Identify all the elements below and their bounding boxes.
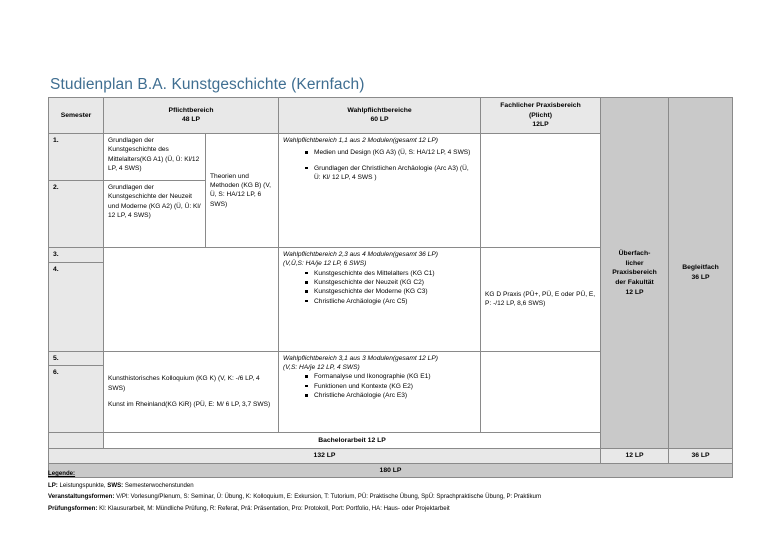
- list-item: Kunstgeschichte der Moderne (KG C3): [305, 287, 476, 296]
- pflichtbereich-sem-5-6: [104, 351, 279, 433]
- legend-label-sws: SWS:: [107, 481, 124, 489]
- module-kg-a1: Grundlagen der Kunstgeschichte des Mittelalters(KG A1) (Ü, Ü: Kl/12 LP, 4 SWS): [104, 133, 206, 180]
- ueberfachlich-line2: licher: [625, 259, 644, 267]
- legend-label-pruefungsformen: Prüfungsformen:: [48, 504, 98, 512]
- module-kg-k: Kunsthistorisches Kolloquium (KG K) (V, K: -/6 LP, 4 SWS): [108, 375, 260, 392]
- header-wahlpflichtbereiche-lp: 60 LP: [370, 116, 389, 124]
- ueberfachlich-line5: 12 LP: [625, 288, 644, 296]
- wahlpflichtbereich-3-cell: [279, 351, 481, 433]
- ueberfachlich-line1: Überfach-: [618, 250, 651, 257]
- begleitfach-line2: 36 LP: [691, 274, 710, 282]
- sum-begleitfach-cell: 36 LP: [669, 449, 733, 464]
- module-kg-kir: Kunst im Rheinland(KG KiR) (PÜ, E: M/ 6 LP, 3,7 SWS): [108, 401, 271, 409]
- sum-main-cell: 132 LP: [49, 449, 601, 464]
- header-wahlpflichtbereiche: [279, 98, 481, 134]
- wahlpflicht-3-heading: Wahlpflichtbereich 3,1 aus 3 Modulen(gesamt 12 LP): [283, 354, 438, 362]
- legend-line-veranstaltungsformen: [48, 491, 748, 503]
- header-semester: Semester: [49, 98, 104, 134]
- ueberfachlich-line3: Praxisbereich: [612, 269, 657, 277]
- semester-cell-1: 1.: [49, 133, 104, 180]
- header-pflichtbereich-lp: 48 LP: [181, 116, 201, 124]
- sum-ueberfachlich-cell: 12 LP: [601, 449, 669, 464]
- module-kg-a2: Grundlagen der Kunstgeschichte der Neuzeit und Moderne (KG A2) (Ü, Ü: Kl/ 12 LP, 4 SWS): [104, 180, 206, 247]
- wahlpflicht-2-module-list: [283, 269, 476, 306]
- list-item: Medien und Design (KG A3) (Ü, S: HA/12 LP, 4 SWS): [305, 148, 476, 157]
- wahlpflicht-1-module-list: [283, 148, 476, 182]
- semester-cell-3: 3.: [49, 247, 104, 262]
- spacer: [108, 393, 274, 400]
- list-item: Kunstgeschichte der Neuzeit (KG C2): [305, 278, 476, 287]
- header-fachlicher-praxisbereich-line3: 12LP: [532, 121, 549, 129]
- total-lp-cell: 180 LP: [49, 463, 733, 478]
- fachlicher-praxis-cell-sem-1-2: [481, 133, 601, 247]
- ueberfachlich-line4: der Fakultät: [615, 278, 654, 286]
- header-fachlicher-praxisbereich-line2: (Plicht): [528, 111, 553, 119]
- header-wahlpflichtbereiche-label: Wahlpflichtbereiche: [347, 106, 412, 114]
- table-header-row: [49, 98, 733, 134]
- wahlpflicht-3-module-list: [283, 372, 476, 400]
- page-title: Studienplan B.A. Kunstgeschichte (Kernfach): [50, 76, 365, 93]
- list-item: Formanalyse und Ikonographie (KG E1): [305, 372, 476, 381]
- column-begleitfach: [669, 98, 733, 449]
- table-row-sum: [49, 449, 733, 464]
- begleitfach-line1: Begleitfach: [682, 264, 719, 272]
- bachelorarbeit-cell: Bachelorarbeit 12 LP: [104, 433, 601, 449]
- legend-label-veranstaltungsformen: Veranstaltungsformen:: [48, 493, 115, 501]
- column-ueberfachlicher-praxisbereich: [601, 98, 669, 449]
- list-item: Christliche Archäologie (Arc E3): [305, 391, 476, 400]
- legend-line-pruefungsformen: [48, 503, 748, 515]
- list-item: Kunstgeschichte des Mittelalters (KG C1): [305, 269, 476, 278]
- wahlpflicht-3-subheading: (V,S: HA/je 12 LP, 4 SWS): [283, 363, 360, 371]
- wahlpflichtbereich-2-cell: [279, 247, 481, 351]
- semester-cell-4: 4.: [49, 262, 104, 351]
- fachlicher-praxis-cell-sem-5-6: [481, 351, 601, 433]
- semester-cell-empty-bachelor: [49, 433, 104, 449]
- list-item: Funktionen und Kontexte (KG E2): [305, 382, 476, 391]
- legend-text-pruefungsformen: Kl: Klausurarbeit, M: Mündliche Prüfung, R: Referat, Prä: Präsentation, Pro: Protokoll, Port: Portfolio, HA: Haus- oder Projektarbeit: [97, 504, 450, 512]
- pflichtbereich-empty-sem-3-4: [104, 247, 279, 351]
- legend-label-lp: LP:: [48, 481, 58, 489]
- header-pflichtbereich: [104, 98, 279, 134]
- header-pflichtbereich-label: Pflichtbereich: [168, 106, 214, 114]
- module-kg-b: Theorien und Methoden (KG B) (V, Ü, S: HA/12 LP, 6 SWS): [206, 133, 279, 247]
- module-kg-d-praxis: KG D Praxis (PÜ+, PÜ, E oder PÜ, E, P: -/12 LP, 8,6 SWS): [481, 247, 601, 351]
- list-item: Christliche Archäologie (Arc C5): [305, 297, 476, 306]
- legend-title: Legende:: [48, 470, 76, 477]
- legend-text-veranstaltungsformen: V/Pl: Vorlesung/Plenum, S: Seminar, Ü: Übung, K: Kolloquium, E: Exkursion, T: Tutorium, PÜ: Praktische Übung, SpÜ: Sprachpraktische Übung, P: Praktikum: [114, 493, 542, 501]
- header-fachlicher-praxisbereich: [481, 98, 601, 134]
- legend-line-abbreviations: [48, 480, 748, 492]
- semester-cell-5: 5.: [49, 351, 104, 366]
- header-fachlicher-praxisbereich-line1: Fachlicher Praxisbereich: [500, 102, 581, 109]
- wahlpflicht-2-subheading: (V,Ü,S: HA/je 12 LP, 6 SWS): [283, 260, 367, 268]
- study-plan-table: [48, 97, 733, 478]
- legend-text-lp: Leistungspunkte,: [57, 481, 108, 489]
- legend: [48, 468, 748, 514]
- semester-cell-2: 2.: [49, 180, 104, 247]
- list-item: Grundlagen der Christlichen Archäologie (Arc A3) (Ü, Ü: Kl/ 12 LP, 4 SWS ): [305, 164, 476, 183]
- semester-cell-6: 6.: [49, 366, 104, 433]
- wahlpflicht-1-heading: Wahlpflichtbereich 1,1 aus 2 Modulen(gesamt 12 LP): [283, 136, 438, 144]
- legend-text-sws: Semesterwochenstunden: [123, 481, 194, 489]
- wahlpflicht-2-heading: Wahlpflichtbereich 2,3 aus 4 Modulen(gesamt 36 LP): [283, 250, 438, 258]
- wahlpflichtbereich-1-cell: [279, 133, 481, 247]
